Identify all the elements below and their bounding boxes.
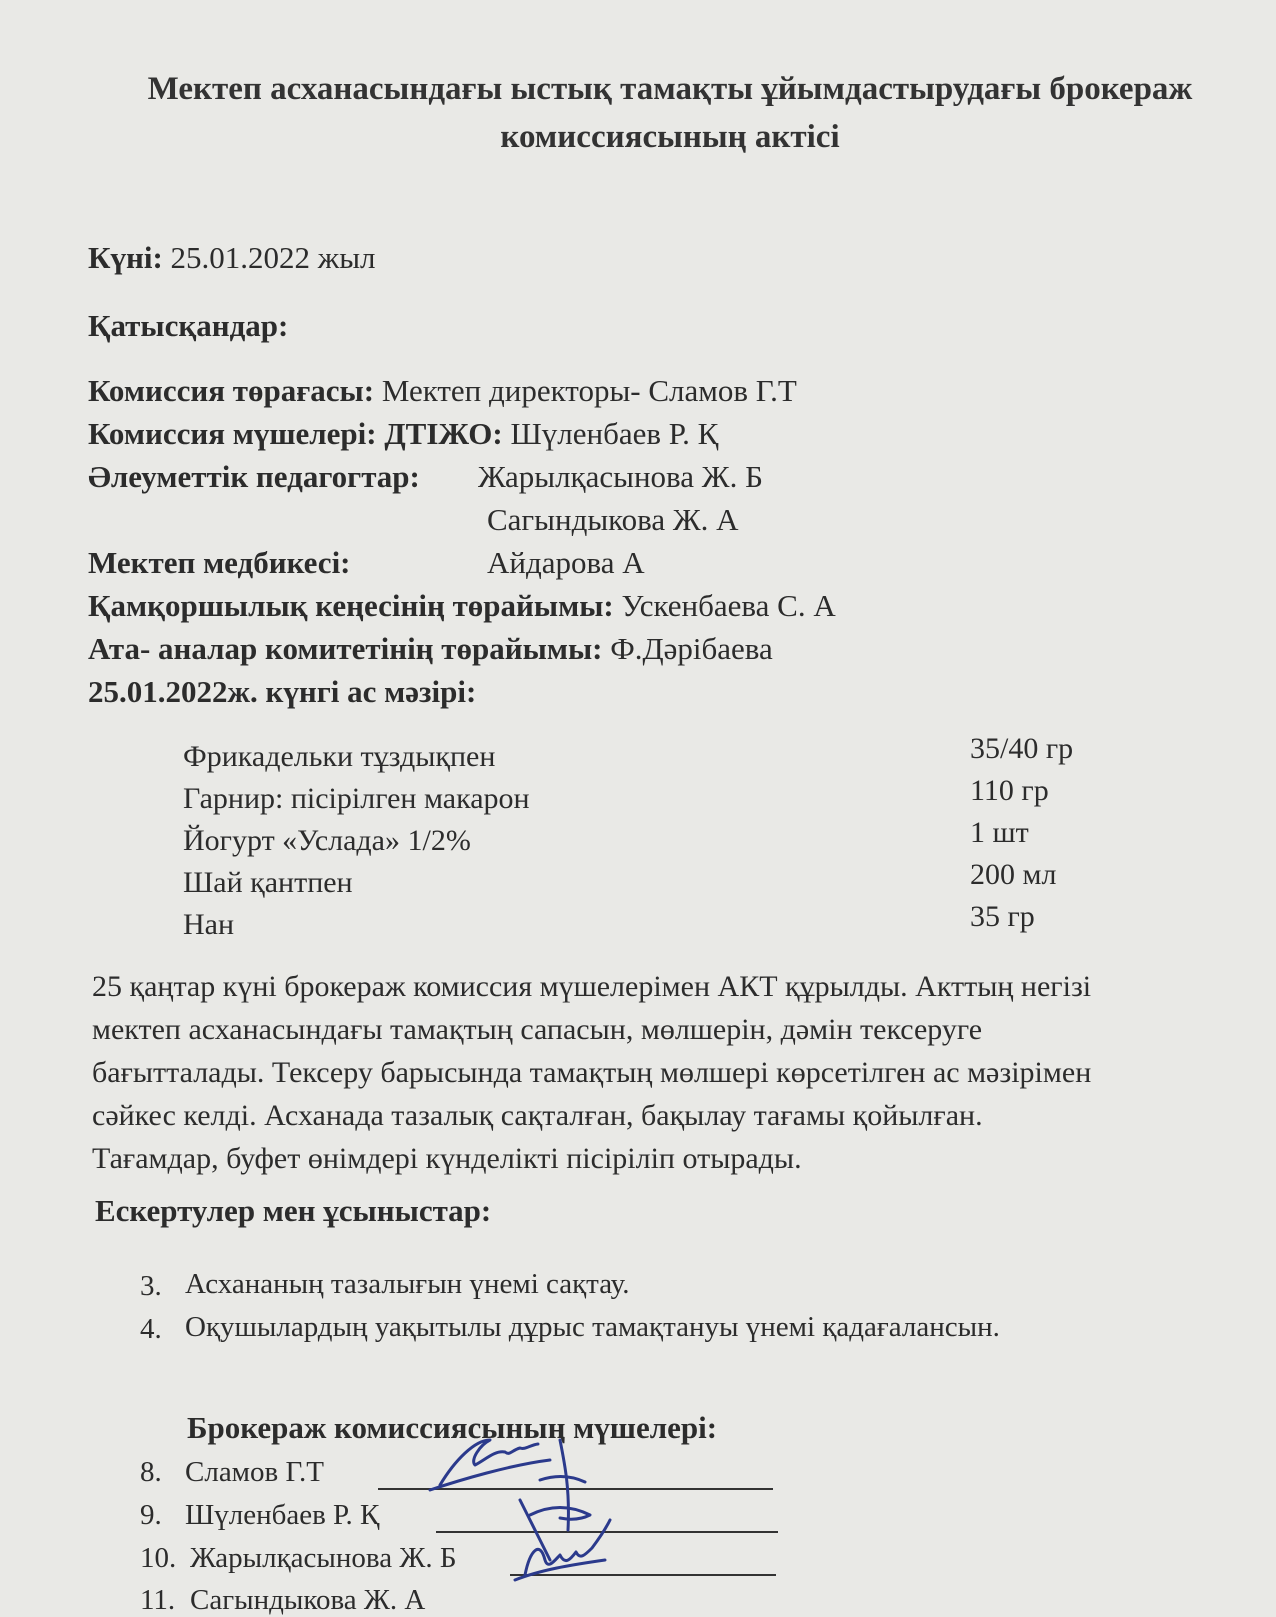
date-line — [88, 240, 376, 276]
chair-value: Мектеп директоры- Сламов Г.Т — [381, 373, 797, 408]
social-value-2: Сагындыкова Ж. А — [487, 502, 739, 537]
menu-item-name: Йогурт «Услада» 1/2% — [183, 824, 471, 857]
paragraph-line: бағытталады. Тексеру барысында тамақтың мөлшері көрсетілген ас мәзірімен — [92, 1056, 1092, 1089]
trustee-label: Қамқоршылық кеңесінің төрайымы: — [88, 588, 614, 623]
chair-label: Комиссия төрағасы: — [88, 373, 375, 408]
social-line — [88, 459, 420, 495]
social-value-1: Жарылқасынова Ж. Б — [478, 459, 763, 494]
signer-number: 9. — [140, 1499, 162, 1531]
signer-name: Сламов Г.Т — [185, 1456, 324, 1488]
document-title — [60, 65, 1276, 161]
parents-line — [88, 631, 773, 667]
remark-number: 3. — [140, 1270, 162, 1302]
menu-item-qty: 1 шт — [970, 816, 1029, 849]
remarks-title: Ескертулер мен ұсыныстар: — [95, 1193, 492, 1228]
signer-name: Сагындыкова Ж. А — [190, 1584, 426, 1616]
paragraph-line: мектеп асханасындағы тамақтың сапасын, мөлшерін, дәмін тексеруге — [92, 1013, 983, 1046]
social-label: Әлеуметтік педагогтар: — [88, 459, 420, 494]
menu-item-name: Фрикадельки тұздықпен — [183, 740, 496, 773]
date-value: 25.01.2022 жыл — [170, 240, 376, 275]
chair-line — [88, 373, 797, 409]
parents-value: Ф.Дәрібаева — [610, 631, 773, 666]
signer-number: 8. — [140, 1456, 162, 1488]
signers-title: Брокераж комиссиясының мүшелері: — [187, 1410, 718, 1445]
remark-number: 4. — [140, 1313, 162, 1345]
menu-item-qty: 35/40 гр — [970, 732, 1074, 765]
menu-item-name: Шай қантпен — [183, 866, 353, 899]
parents-label: Ата- аналар комитетінің төрайымы: — [88, 631, 603, 666]
remark-text: Оқушылардың уақытылы дұрыс тамақтануы үнемі қадағалансын. — [185, 1311, 1000, 1343]
menu-item-name: Гарнир: пісірілген макарон — [183, 782, 530, 815]
signer-number: 11. — [140, 1584, 176, 1616]
members-label: Комиссия мүшелері: ДТІЖО: — [88, 416, 503, 451]
members-value: Шүленбаев Р. Қ — [510, 416, 719, 451]
menu-title: 25.01.2022ж. күнгі ас мәзірі: — [88, 674, 477, 709]
signer-name: Шүленбаев Р. Қ — [185, 1499, 380, 1531]
paragraph-line: Тағамдар, буфет өнімдері күнделікті пісіріліп отырады. — [92, 1142, 802, 1175]
handwritten-signatures — [420, 1420, 680, 1600]
act-paragraph — [92, 965, 1262, 1180]
paragraph-line: 25 қаңтар күні брокераж комиссия мүшелерімен АКТ құрылды. Акттың негізі — [92, 970, 1092, 1003]
title-line-2: комиссиясының актісі — [500, 119, 840, 155]
menu-item-qty: 35 гр — [970, 900, 1035, 933]
trustee-value: Ускенбаева С. А — [621, 588, 836, 623]
members-line — [88, 416, 718, 452]
date-label: Күні: — [88, 240, 163, 275]
signature-stroke — [530, 1440, 590, 1530]
participants-label: Қатысқандар: — [88, 308, 289, 343]
menu-item-name: Нан — [183, 908, 235, 941]
signature-stroke — [440, 1440, 538, 1485]
remark-text: Асхананың тазалығын үнемі сақтау. — [185, 1268, 630, 1300]
nurse-value: Айдарова А — [487, 545, 645, 580]
paragraph-line: сәйкес келді. Асханада тазалық сақталған, бақылау тағамы қойылған. — [92, 1099, 983, 1132]
signer-name: Жарылқасынова Ж. Б — [190, 1542, 457, 1574]
menu-item-qty: 200 мл — [970, 858, 1057, 891]
nurse-label: Мектеп медбикесі: — [88, 545, 351, 580]
title-line-1: Мектеп асханасындағы ыстық тамақты ұйымдастырудағы брокераж — [147, 71, 1193, 107]
menu-item-qty: 110 гр — [970, 774, 1049, 807]
trustee-line — [88, 588, 836, 624]
signer-number: 10. — [140, 1542, 177, 1574]
